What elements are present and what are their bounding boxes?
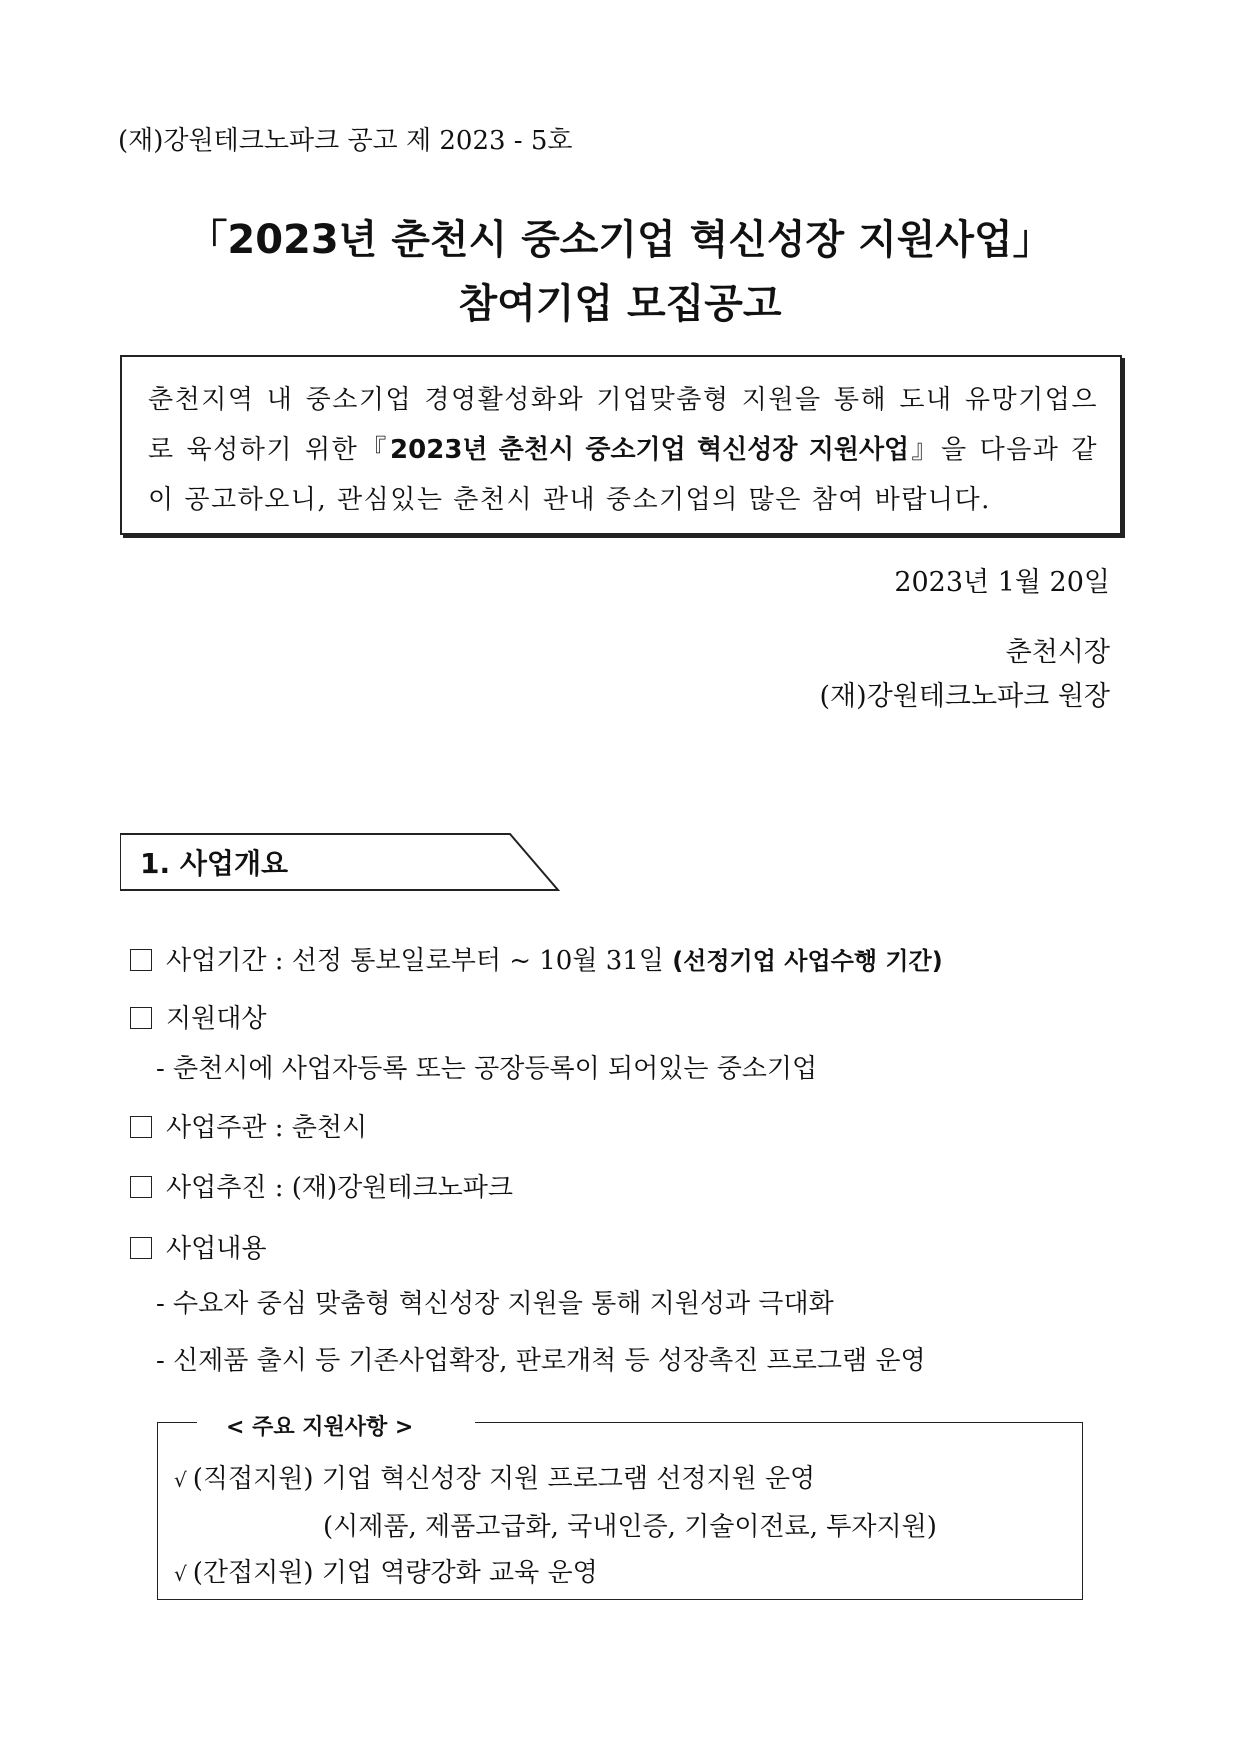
content-detail-2: - 신제품 출시 등 기존사업확장, 판로개척 등 성장촉진 프로그램 운영	[156, 1346, 926, 1376]
period-note: (선정기업 사업수행 기간)	[672, 947, 943, 975]
checkbox-icon	[130, 1007, 152, 1029]
notice-date: 2023년 1월 20일	[894, 567, 1110, 598]
page-subtitle: 참여기업 모집공고	[458, 281, 782, 327]
support-item-2: √ (간접지원) 기업 역량강화 교육 운영	[174, 1558, 598, 1588]
intro-box	[120, 355, 1122, 535]
checkbox-icon	[130, 1116, 152, 1138]
period-row: 사업기간 : 선정 통보일로부터 ~ 10월 31일 (선정기업 사업수행 기간)	[130, 940, 943, 977]
support-item-1: √ (직접지원) 기업 혁신성장 지원 프로그램 선정지원 운영	[174, 1464, 816, 1494]
issuer-technopark: (재)강원테크노파크 원장	[819, 681, 1110, 712]
intro-program-name: 2023년 춘천시 중소기업 혁신성장 지원사업	[390, 435, 910, 465]
target-detail: - 춘천시에 사업자등록 또는 공장등록이 되어있는 중소기업	[156, 1054, 818, 1084]
content-detail-1: - 수요자 중심 맞춤형 혁신성장 지원을 통해 지원성과 극대화	[156, 1289, 834, 1319]
check-icon: √	[174, 1468, 187, 1492]
support-box	[157, 1415, 1083, 1600]
check-icon: √	[174, 1562, 187, 1586]
section-header	[120, 832, 560, 892]
host-row: 사업주관 : 춘천시	[130, 1107, 367, 1144]
operator-row: 사업추진 : (재)강원테크노파크	[130, 1167, 513, 1204]
section-title: 1. 사업개요	[140, 847, 289, 880]
intro-text: 춘천지역 내 중소기업 경영활성화와 기업맞춤형 지원을 통해 도내 유망기업으로 육성하기 위한『2023년 춘천시 중소기업 혁신성장 지원사업』을 다음과 같이 공고하오니, 관심있는 춘천시 관내 중소기업의 많은 참여 바랍니다.	[148, 385, 1098, 515]
checkbox-icon	[130, 1237, 152, 1259]
support-item-1-detail: (시제품, 제품고급화, 국내인증, 기술이전료, 투자지원)	[323, 1512, 937, 1542]
checkbox-icon	[130, 949, 152, 971]
checkbox-icon	[130, 1176, 152, 1198]
notice-number: (재)강원테크노파크 공고 제 2023 - 5호	[118, 126, 573, 156]
target-row: 지원대상	[130, 998, 266, 1035]
support-title: < 주요 지원사항 >	[220, 1410, 419, 1441]
content-row: 사업내용	[130, 1228, 266, 1265]
page-title: 「2023년 춘천시 중소기업 혁신성장 지원사업」	[187, 217, 1053, 263]
issuer-mayor: 춘천시장	[1005, 637, 1110, 668]
